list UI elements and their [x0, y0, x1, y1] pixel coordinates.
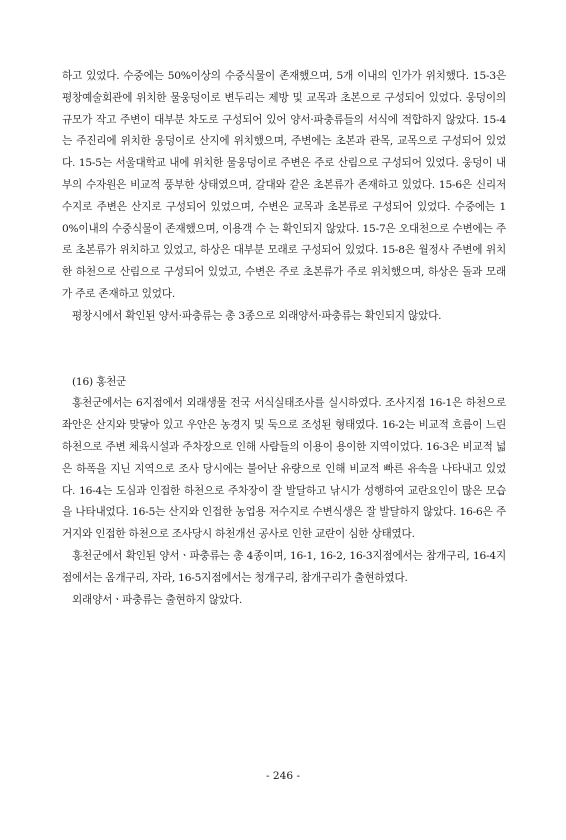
- body-paragraph: 하고 있었다. 수중에는 50%이상의 수중식물이 존재했으며, 5개 이내의 인가가 위치했다. 15-3은 평창예술회관에 위치한 물웅덩이로 변두리는 제방 및 교목과 초본으로 구성되어 있었다. 웅덩이의 규모가 작고 주변이 대부분 차도로 구성되어 있어 양서·파충류들의 서식에 적합하지 않았다. 15-4는 주진리에 위치한 웅덩이로 산지에 위치했으며, 주변에는 초본과 관목, 교목으로 구성되어 있었다. 15-5는 서울대학교 내에 위치한 물웅덩이로 주변은 주로 산림으로 구성되어 있었다. 웅덩이 내부의 수자원은 비교적 풍부한 상태였으며, 갈대와 같은 초본류가 존재하고 있었다. 15-6은 신리저수지로 주변은 산지로 구성되어 있었으며, 수변은 교목과 초본류로 구성되어 있었다. 수중에는 10%이내의 수중식물이 존재했으며, 이용객 수 는 확인되지 않았다. 15-7은 오대천으로 수변에는 주로 초본류가 위치하고 있었고, 하상은 대부분 모래로 구성되어 있었다. 15-8은 월정사 주변에 위치한 하천으로 산림으로 구성되어 있었고, 수변은 주로 초본류가 주로 위치했으며, 하상은 돌과 모래가 주로 존재하고 있었다.: [62, 70, 506, 300]
- section-title: (16) 홍천군: [72, 375, 127, 388]
- body-paragraph: 홍천군에서 확인된 양서ㆍ파충류는 총 4종이며, 16-1, 16-2, 16-3지점에서는 참개구리, 16-4지점에서는 옴개구리, 자라, 16-5지점에서는 청개구리, 참개구리가 출현하였다.: [62, 549, 506, 584]
- body-paragraph: 외래양서ㆍ파충류는 출현하지 않았다.: [72, 593, 243, 606]
- body-paragraph: 평창시에서 확인된 양서·파충류는 총 3종으로 외래양서·파충류는 확인되지 않았다.: [72, 309, 442, 322]
- body-paragraph: 홍천군에서는 6지점에서 외래생물 전국 서식실태조사를 실시하였다. 조사지점 16-1은 하천으로 좌안은 산지와 맞닿아 있고 우안은 농경지 및 둑으로 조성된 형태였다. 16-2는 비교적 흐름이 느린 하천으로 주변 체육시설과 주차장으로 인해 사람들의 이용이 용이한 지역이었다. 16-3은 비교적 넓은 하폭을 지닌 지역으로 조사 당시에는 불어난 유량으로 인해 비교적 빠른 유속을 나타내고 있었다. 16-4는 도심과 인접한 하천으로 주차장이 잘 발달하고 낚시가 성행하여 교란요인이 많은 모습을 나타내었다. 16-5는 산지와 인접한 농업용 저수지로 수변식생은 잘 발달하지 않았다. 16-6은 주거지와 인접한 하천으로 조사당시 하천개선 공사로 인한 교란이 심한 상태였다.: [62, 397, 506, 541]
- section-gap: [62, 328, 506, 372]
- document-page: [62, 66, 506, 611]
- page-number: - 246 -: [265, 770, 301, 782]
